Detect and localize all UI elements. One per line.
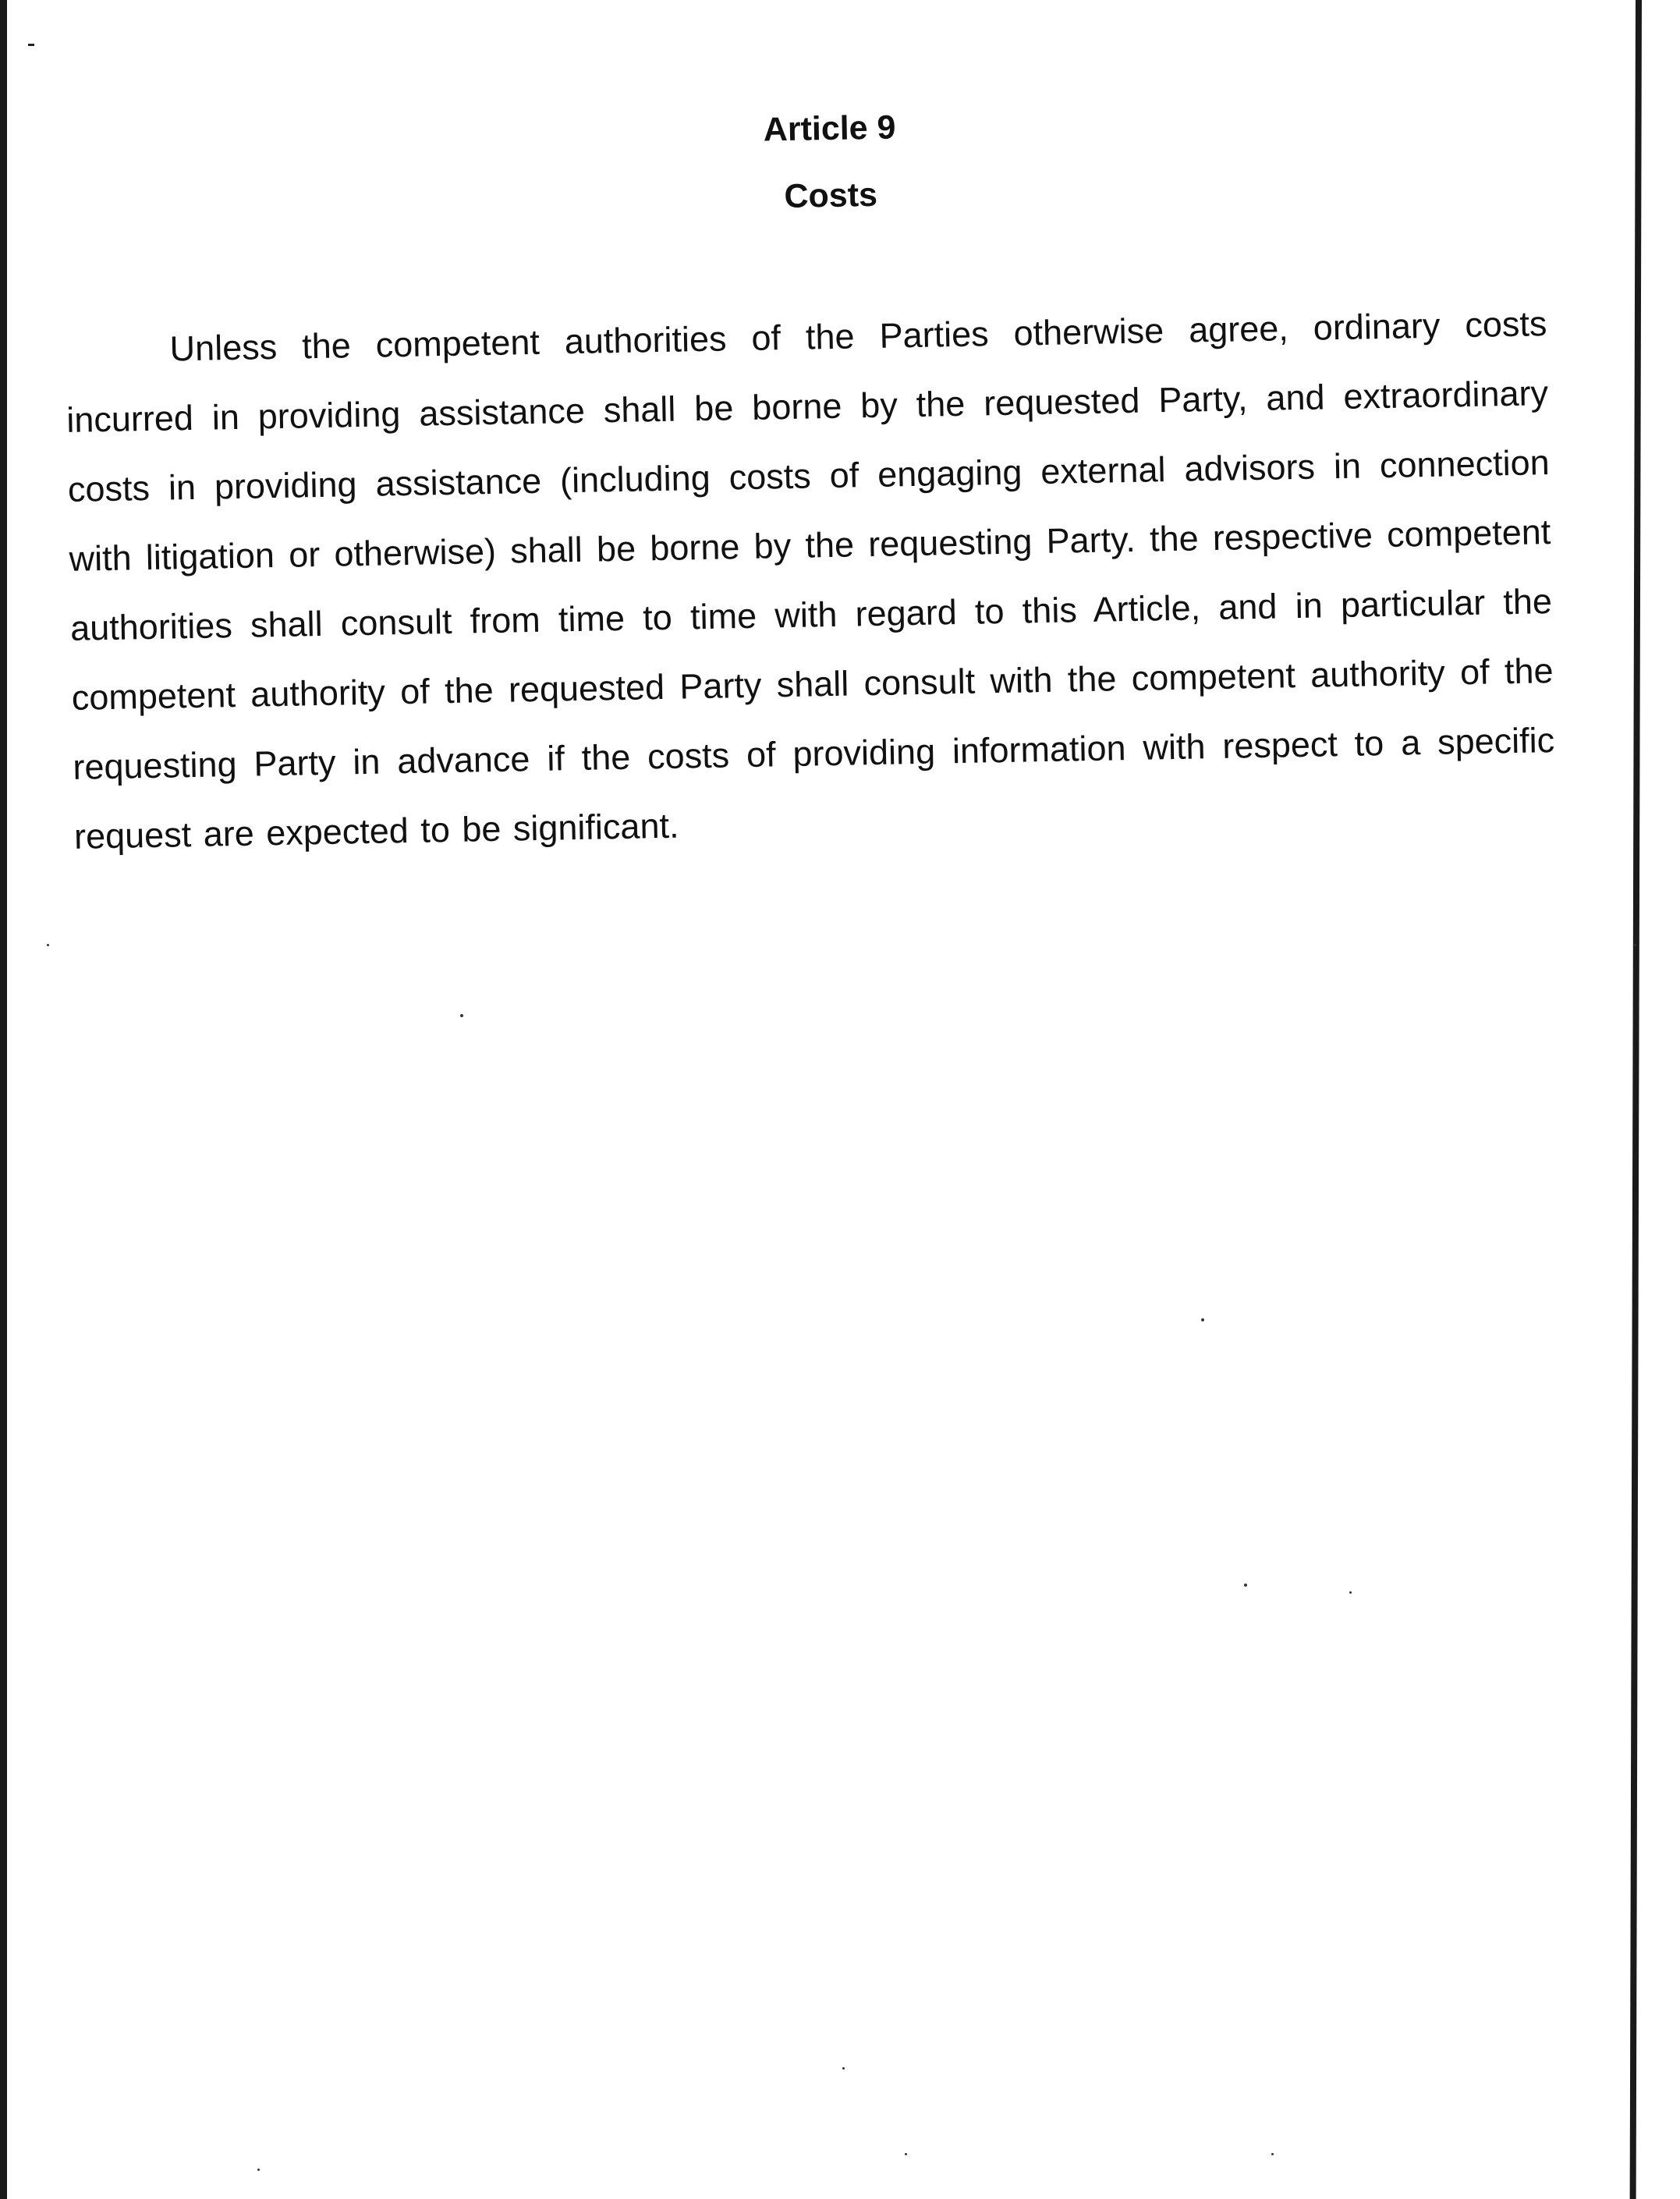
scan-speck [1271, 2153, 1274, 2155]
scan-speck [1244, 1584, 1247, 1587]
article-title: Costs [784, 176, 878, 216]
scan-speck [1634, 944, 1636, 946]
document-page [61, 82, 1557, 871]
scan-speck [905, 2153, 907, 2155]
scan-speck [842, 2067, 845, 2070]
article-paragraph: Unless the competent authorities of the Parties otherwise agree, ordinary costs incurred in providing assistance shall be borne by the requested Party, and extraordinary costs in providing assistance (including costs of engaging external advisors in connection with litigation or otherwise) shall be borne by the requesting Party. the respective competent authorities shall consult from time to time with regard to this Article, and in particular the competent authority of the requested Party shall consult with the competent authority of the requesting Party in advance if the costs of providing information with respect to a specific request are expected to be significant. [66, 303, 1555, 857]
scan-edge-left [0, 0, 7, 2199]
scan-mark [28, 44, 34, 46]
scan-speck [257, 2169, 260, 2171]
article-number: Article 9 [763, 108, 896, 149]
scan-speck [460, 1014, 463, 1017]
scan-edge-right [1630, 0, 1642, 2199]
scan-speck [1201, 1318, 1204, 1321]
scan-speck [47, 944, 49, 946]
scan-speck [1349, 1591, 1352, 1594]
